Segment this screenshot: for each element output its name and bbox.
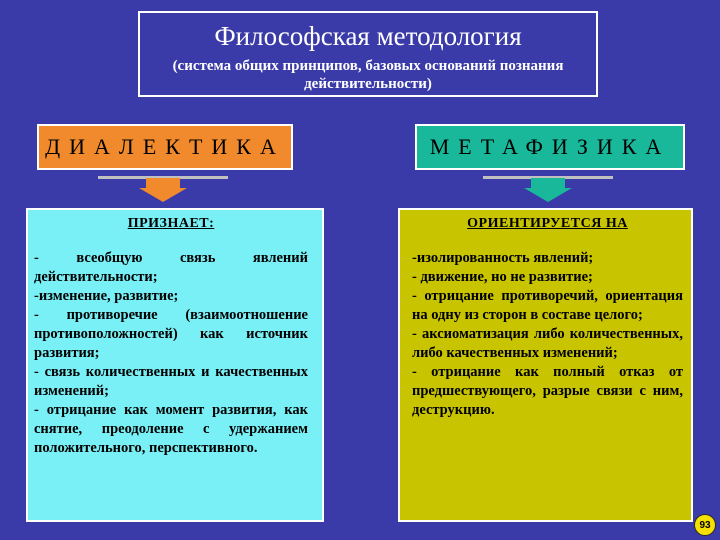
page-title: Философская методология [214,21,522,51]
dialectics-panel [26,208,324,522]
title-box [138,11,598,97]
metaphysics-banner: МЕТАФИЗИКА [415,124,685,170]
dialectics-body: - всеобщую связь явлений действительности; -изменение, развитие; - противоречие (взаимоотношение противоположностей) как источник развития; - связь количественных и качественных изменений; - отрицание как момент развития, как снятие, преодоление с удержанием положительного, перспективного. [34,250,308,456]
page-subtitle: (система общих принципов, базовых оснований познания действительности) [172,58,564,92]
page-number-badge: 93 [694,514,716,536]
dialectics-heading: ПРИЗНАЕТ: [127,216,215,231]
metaphysics-body: -изолированность явлений; - движение, но не развитие; - отрицание противоречий, ориентация на одну из сторон в составе целого; - аксиоматизация либо количественных, либо качественных изменений; - отрицание как полный отказ от предшествующего, разрые связи с ним, деструкцию. [412,250,683,418]
metaphysics-arrow-stem [531,178,565,188]
dialectics-arrow-down-icon [139,188,187,202]
metaphysics-arrow-down-icon [524,188,572,202]
metaphysics-heading: ОРИЕНТИРУЕТСЯ НА [467,216,628,231]
metaphysics-panel [398,208,693,522]
dialectics-banner: ДИАЛЕКТИКА [37,124,293,170]
dialectics-arrow-stem [146,178,180,188]
